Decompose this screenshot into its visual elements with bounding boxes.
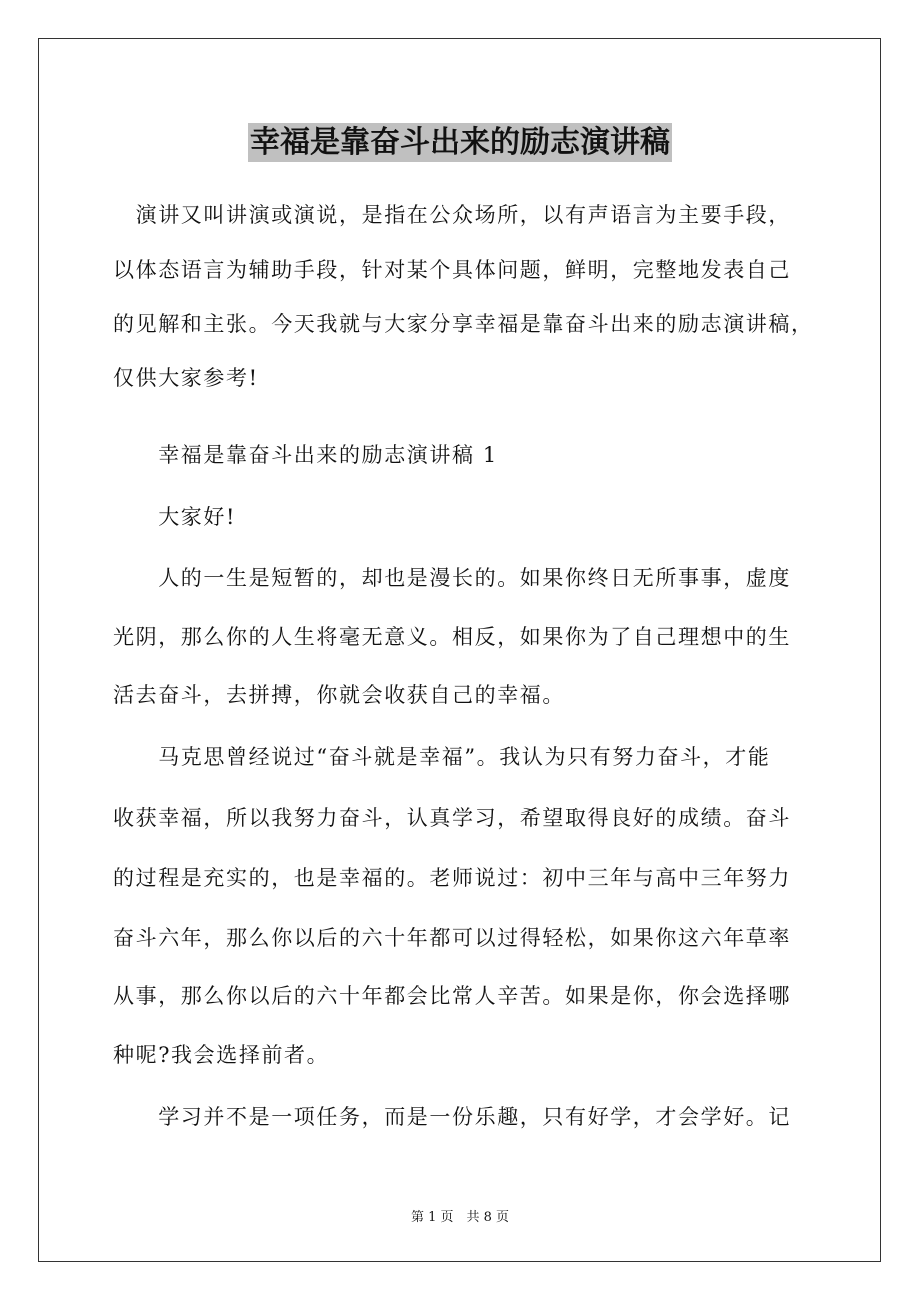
- text-line: 奋斗六年，那么你以后的六十年都可以过得轻松，如果你这六年草率: [113, 926, 791, 950]
- text-line: 从事，那么你以后的六十年都会比常人辛苦。如果是你，你会选择哪: [113, 984, 791, 1008]
- text-line: 种呢?我会选择前者。: [113, 1043, 330, 1067]
- text-line: 人的一生是短暂的，却也是漫长的。如果你终日无所事事，虚度: [113, 566, 791, 590]
- text-line: 光阴，那么你的人生将毫无意义。相反，如果你为了自己理想中的生: [113, 625, 791, 649]
- document-title-wrap: [0, 117, 920, 161]
- text-line: 活去奋斗，去拼搏，你就会收获自己的幸福。: [113, 683, 565, 707]
- page-number: 第 1 页 共 8 页: [410, 1210, 510, 1225]
- text-line: 学习并不是一项任务，而是一份乐趣，只有好学，才会学好。记: [113, 1105, 791, 1129]
- section-heading: 幸福是靠奋斗出来的励志演讲稿 1: [113, 443, 498, 467]
- text-line: 以体态语言为辅助手段，针对某个具体问题，鲜明，完整地发表自己: [113, 258, 791, 282]
- text-line: 收获幸福，所以我努力奋斗，认真学习，希望取得良好的成绩。奋斗: [113, 806, 791, 830]
- document-title: 幸福是靠奋斗出来的励志演讲稿: [250, 125, 670, 160]
- text-line: 大家好!: [113, 505, 237, 529]
- text-line: 马克思曾经说过“奋斗就是幸福”。我认为只有努力奋斗，才能: [113, 745, 771, 769]
- text-line: 的过程是充实的，也是幸福的。老师说过：初中三年与高中三年努力: [113, 866, 791, 890]
- text-line: 演讲又叫讲演或演说，是指在公众场所，以有声语言为主要手段，: [113, 203, 791, 227]
- text-line: 的见解和主张。今天我就与大家分享幸福是靠奋斗出来的励志演讲稿，: [113, 312, 814, 336]
- text-line: 仅供大家参考!: [113, 366, 259, 390]
